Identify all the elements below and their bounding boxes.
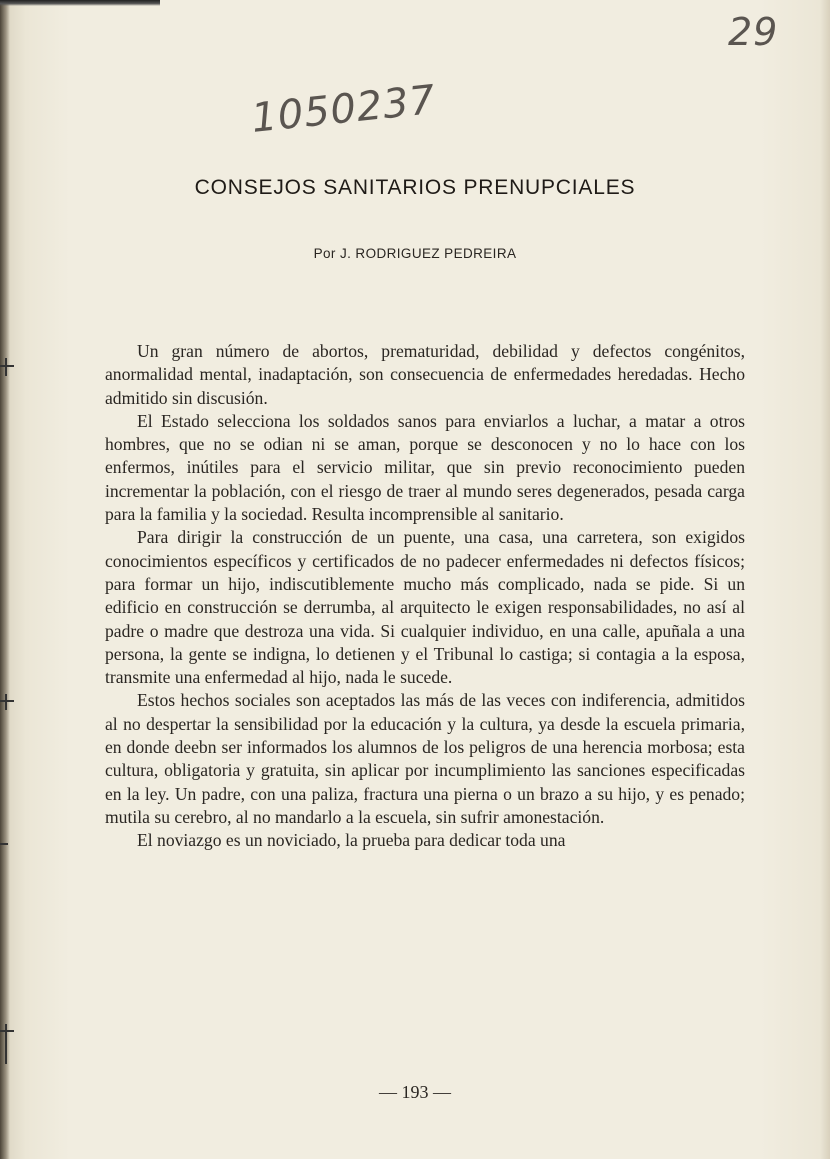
paragraph: El noviazgo es un noviciado, la prueba para dedicar toda una [137, 830, 566, 851]
margin-mark [0, 700, 14, 702]
margin-mark [0, 365, 14, 367]
paragraph: Estos hechos sociales son aceptados las más de las veces con indiferencia, admitidos al no despertar la sensibilidad por la educación y la cultura, ya desde la escuela primaria, en donde deebn ser informados los alumnos de los peligros de una herencia morbosa; esta cultura, obligatoria y gratuita, sin aplicar por incumplimiento las sanciones especificadas en la ley. Un padre, con una paliza, fractura una pierna o un brazo a su hijo, y es penado; mutila su cerebro, al no mandarlo a la escuela, sin sufrir amonestación. [105, 690, 745, 827]
page-folio: — 193 — [379, 1082, 451, 1102]
book-spine-shadow [0, 0, 10, 1159]
article-body [105, 340, 745, 853]
margin-mark [0, 843, 8, 845]
margin-mark [5, 694, 7, 710]
article-title: CONSEJOS SANITARIOS PRENUPCIALES [194, 176, 636, 199]
top-edge-shadow [0, 0, 160, 6]
paragraph: Para dirigir la construcción de un puente, una casa, una carretera, son exigidos conocimientos específicos y certificados de no padecer enfermedades ni defectos físicos; para formar un hijo, indiscutiblemente mucho más complicado, nada se pide. Si un edificio en construcción se derrumba, al arquitecto le exigen responsabilidades, no así al padre o madre que destroza una vida. Si cualquier individuo, en una calle, apuñala a una persona, la gente se indigna, lo detienen y el Tribunal lo castiga; si contagia a la esposa, transmite una enfermedad al hijo, nada le sucede. [105, 527, 745, 688]
paragraph: El Estado selecciona los soldados sanos para enviarlos a luchar, a matar a otros hombres, que no se odian ni se aman, porque se desconocen y no lo hace con los enfermos, inútiles para el servicio militar, que sin previo reconocimiento pueden incrementar la población, con el riesgo de traer al mundo seres degenerados, pesada carga para la familia y la sociedad. Resulta incomprensible al sanitario. [105, 410, 745, 525]
margin-mark [5, 358, 7, 376]
handwritten-catalog-number: 1050237 [249, 76, 439, 142]
margin-mark [5, 1024, 7, 1064]
handwritten-page-number: 29 [728, 10, 779, 54]
article-byline: Por J. RODRIGUEZ PEDREIRA [313, 246, 517, 261]
paragraph: Un gran número de abortos, prematuridad, debilidad y defectos congénitos, anormalidad mental, inadaptación, son consecuencia de enfermedades heredadas. Hecho admitido sin discusión. [105, 341, 745, 408]
margin-mark [0, 1030, 14, 1032]
